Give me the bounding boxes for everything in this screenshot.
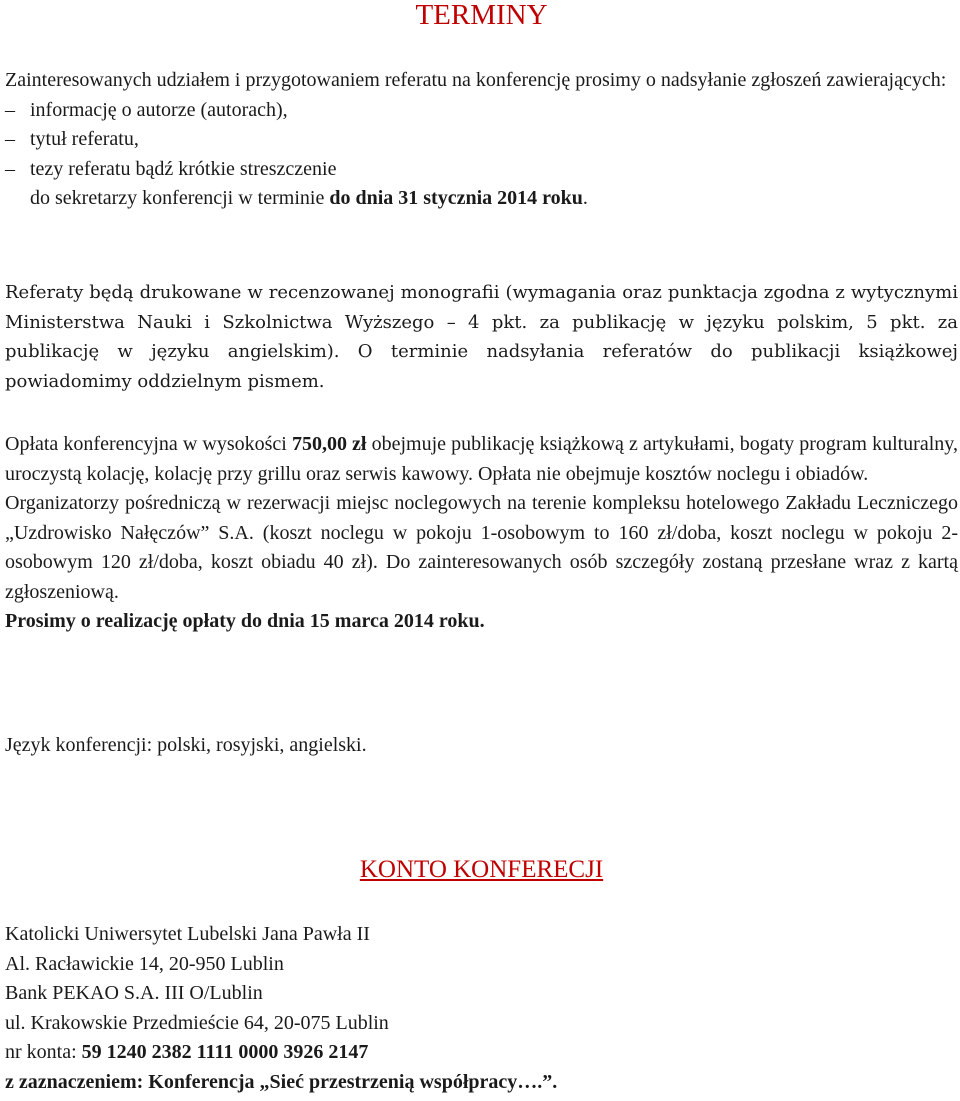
transfer-title: z zaznaczeniem: Konferencja „Sieć przestrzenią współpracy….”. — [5, 1070, 558, 1093]
konto-line: Al. Racławickie 14, 20-950 Lublin — [5, 952, 284, 975]
intro-lead: Zainteresowanych udziałem i przygotowaniem referatu na konferencję prosimy o nadsyłanie zgłoszeń zawierających: — [5, 69, 947, 91]
heading-konto: KONTO KONFERECJI — [359, 856, 604, 883]
oplata-pre: Opłata konferencyjna w wysokości — [5, 433, 292, 455]
oplata-post: obejmuje publikację książkową z artykułami, bogaty program kulturalny, uroczystą kolację, kolację przy grillu oraz serwis kawowy. Opłata nie obejmuje kosztów noclegu i obiadów. — [5, 433, 958, 485]
account-number-label: nr konta: — [5, 1041, 82, 1063]
list-item-text: tytuł referatu, — [30, 128, 139, 150]
deadline-post: . — [582, 187, 588, 209]
organizatorzy-paragraph: Organizatorzy pośredniczą w rezerwacji miejsc noclegowych na terenie kompleksu hotelowego Zakładu Leczniczego „Uzdrowisko Nałęczów” S.A. (koszt noclegu w pokoju 1-osobowym to 160 zł/doba, koszt noclegu w pokoju 2-osobowym 120 zł/doba, koszt obiadu 40 zł). Do zainteresowanych osób szczegóły zostaną przesłane wraz z kartą zgłoszeniową. — [5, 492, 958, 603]
deadline-line — [5, 184, 958, 214]
account-number: 59 1240 2382 1111 0000 3926 2147 — [81, 1041, 369, 1063]
deadline-date: do dnia 31 stycznia 2014 roku — [329, 187, 583, 209]
list-item-text: tezy referatu bądź krótkie streszczenie — [30, 157, 337, 180]
konto-line: Katolicki Uniwersytet Lubelski Jana Pawła II — [5, 923, 370, 945]
jezyk-paragraph: Język konferencji: polski, rosyjski, angielski. — [5, 734, 367, 756]
payment-deadline-text: Prosimy o realizację opłaty do dnia 15 marca 2014 roku. — [5, 610, 485, 632]
list-item — [5, 125, 958, 155]
oplata-paragraph — [5, 430, 958, 489]
payment-deadline — [5, 607, 958, 637]
referaty-paragraph: Referaty będą drukowane w recenzowanej monografii (wymagania oraz punktacja zgodna z wytycznymi Ministerstwa Nauki i Szkolnictwa Wyższego – 4 pkt. za publikację w języku polskim, 5 pkt. za publikację w języku angielskim). O terminie nadsyłania referatów do publikacji książkowej powiadomimy oddzielnym pismem. — [5, 282, 958, 392]
konto-section — [5, 920, 958, 1097]
konto-line: ul. Krakowskie Przedmieście 64, 20-075 Lublin — [5, 1011, 389, 1034]
dash-bullet: – — [5, 98, 15, 121]
konto-line: Bank PEKAO S.A. III O/Lublin — [5, 982, 263, 1004]
oplata-section — [5, 430, 958, 637]
account-number-line — [5, 1038, 958, 1068]
jezyk-section — [5, 731, 958, 761]
oplata-amount: 750,00 zł — [291, 433, 367, 455]
dash-bullet: – — [5, 128, 15, 150]
list-item — [5, 96, 958, 126]
intro-section — [5, 66, 958, 214]
heading-terminy: TERMINY — [415, 0, 548, 31]
transfer-title-line — [5, 1068, 958, 1098]
dash-bullet: – — [5, 157, 15, 180]
list-item-text: informację o autorze (autorach), — [30, 98, 288, 121]
referaty-section — [5, 278, 958, 396]
deadline-pre: do sekretarzy konferencji w terminie — [30, 187, 330, 209]
list-item — [5, 155, 958, 185]
